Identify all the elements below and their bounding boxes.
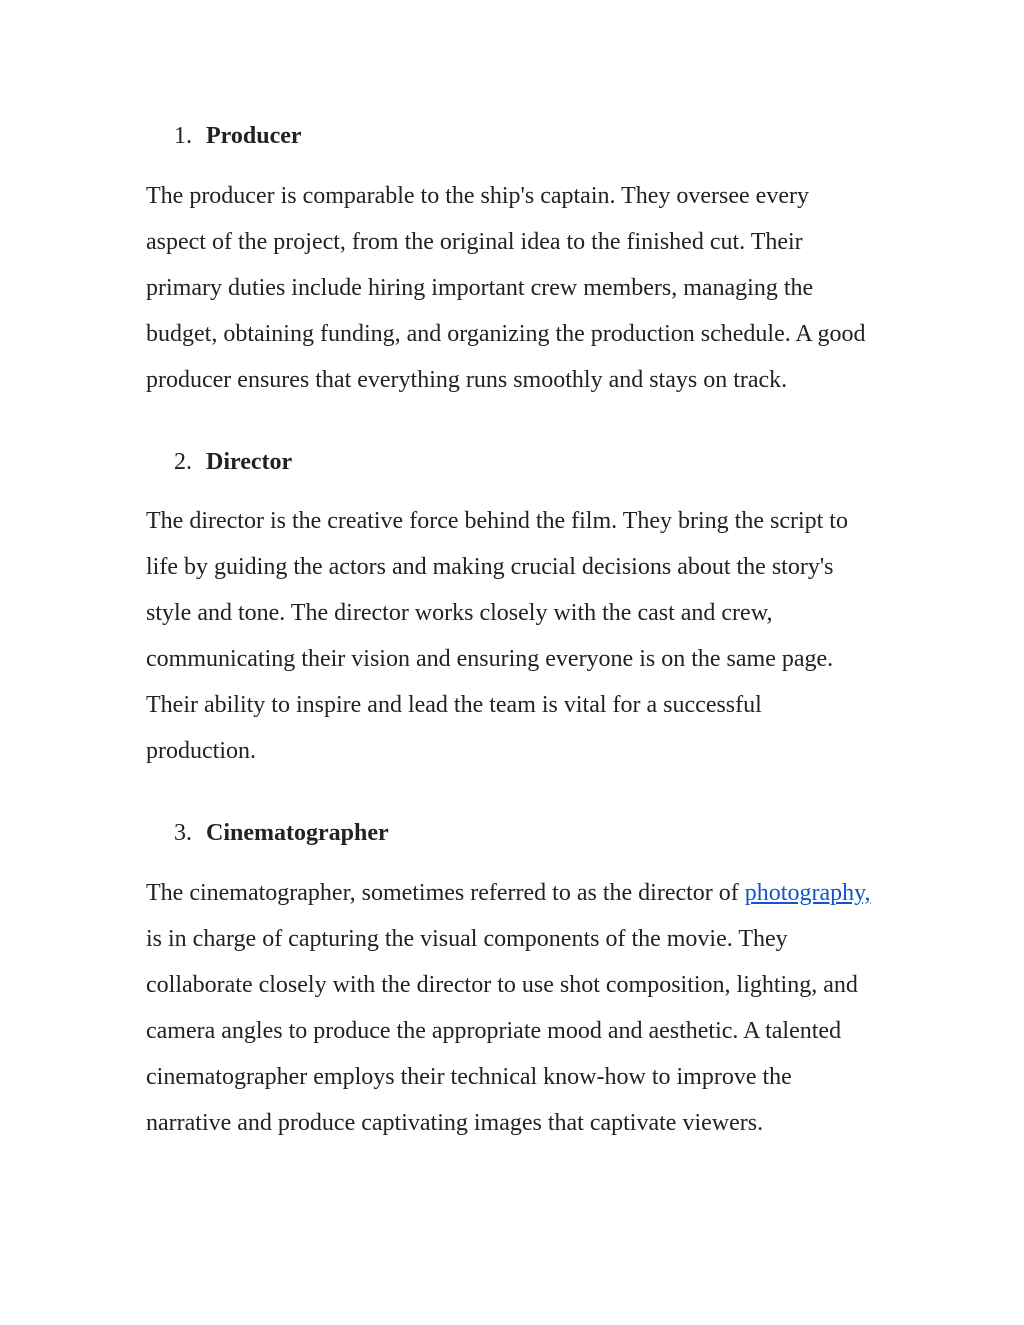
paragraph-line: Their ability to inspire and lead the team is vital for a successful [146,692,762,718]
paragraph-line [146,870,916,916]
paragraph-cinematographer [146,870,916,1146]
paragraph-line: primary duties include hiring important crew members, managing the [146,275,814,301]
heading-director [174,446,292,478]
paragraph-text: The cinematographer, sometimes referred to as the director of [146,880,745,906]
paragraph-line: producer ensures that everything runs smoothly and stays on track. [146,367,788,393]
section-title: Director [206,449,293,475]
paragraph-line: production. [146,738,256,764]
heading-cinematographer [174,817,389,849]
paragraph-line: aspect of the project, from the original idea to the finished cut. Their [146,229,803,255]
paragraph-line: style and tone. The director works closely with the cast and crew, [146,600,773,626]
paragraph-line: communicating their vision and ensuring everyone is on the same page. [146,646,834,672]
paragraph-line: cinematographer employs their technical know-how to improve the [146,1064,792,1090]
paragraph-line: is in charge of capturing the visual components of the movie. They [146,926,788,952]
paragraph-producer [146,173,916,403]
section-title: Producer [206,123,302,149]
paragraph-line: life by guiding the actors and making crucial decisions about the story's [146,554,834,580]
paragraph-line: budget, obtaining funding, and organizing the production schedule. A good [146,321,866,347]
list-number: 3. [174,820,192,846]
paragraph-line: The director is the creative force behind the film. They bring the script to [146,508,848,534]
section-title: Cinematographer [206,820,389,846]
list-number: 2. [174,449,192,475]
paragraph-line: camera angles to produce the appropriate mood and aesthetic. A talented [146,1018,842,1044]
photography-link[interactable]: photography, [744,880,871,906]
list-number: 1. [174,123,192,149]
paragraph-line: The producer is comparable to the ship's captain. They oversee every [146,183,809,209]
paragraph-line: collaborate closely with the director to use shot composition, lighting, and [146,972,858,998]
paragraph-director [146,498,916,774]
paragraph-line: narrative and produce captivating images that captivate viewers. [146,1110,764,1136]
heading-producer [174,120,302,152]
